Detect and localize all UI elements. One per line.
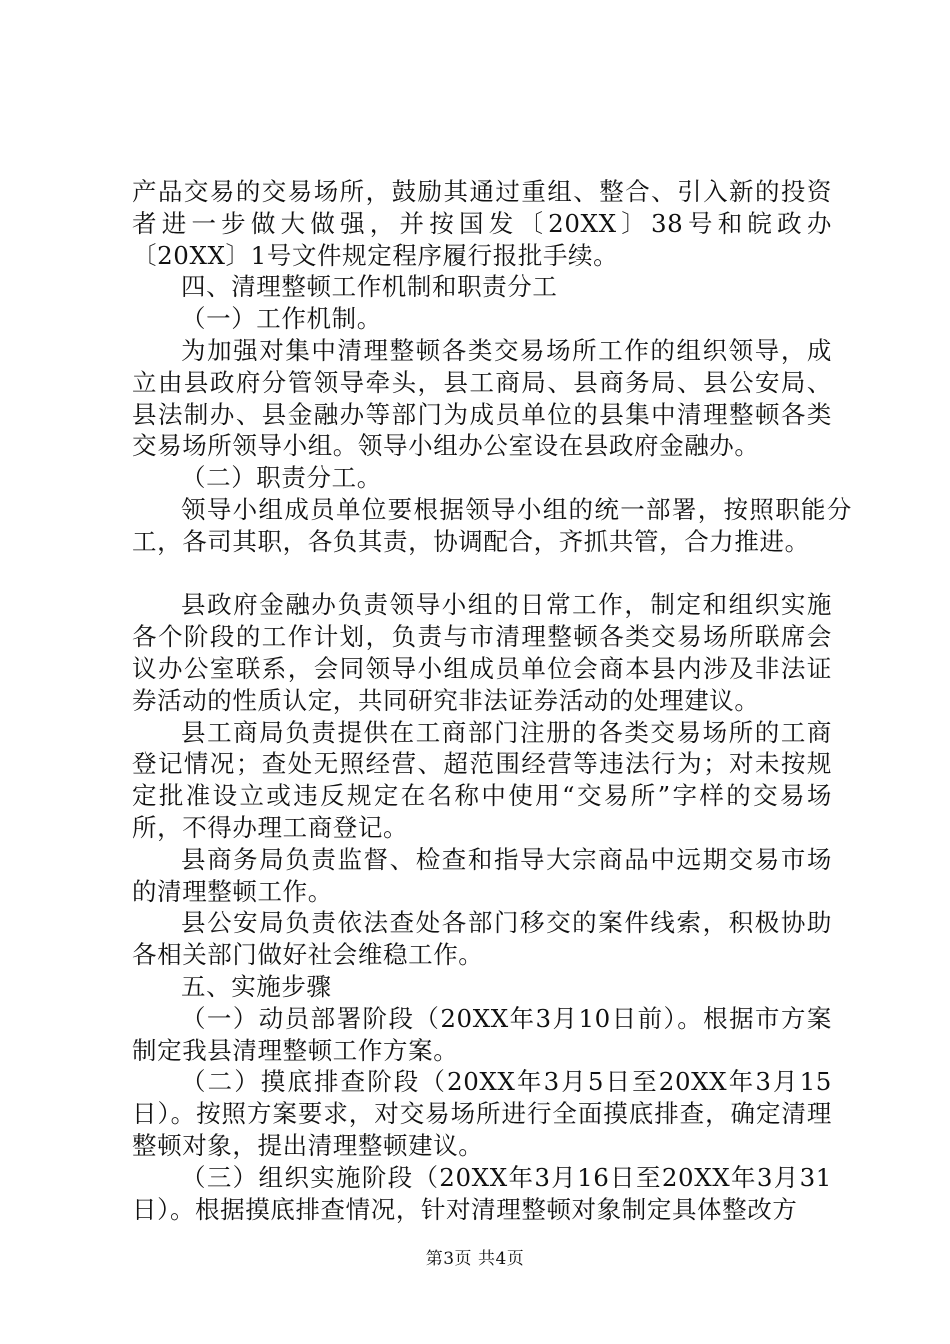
paragraph-step-three: （三）组织实施阶段（20XX年3月16日至20XX年3月31日）。根据摸底排查情况，针对清理整顿对象制定具体整改方 <box>132 1162 832 1224</box>
document-body <box>132 176 852 1225</box>
page-number-footer: 第3页 共4页 <box>425 1249 525 1269</box>
paragraph-public-security: 县公安局负责依法查处各部门移交的案件线索，积极协助各相关部门做好社会维稳工作。 <box>132 908 832 970</box>
paragraph-step-two: （二）摸底排查阶段（20XX年3月5日至20XX年3月15日）。按照方案要求，对交易场所进行全面摸底排查，确定清理整顿对象，提出清理整顿建议。 <box>132 1067 832 1160</box>
paragraph-continuation: 产品交易的交易场所，鼓励其通过重组、整合、引入新的投资者进一步做大做强，并按国发〔20XX〕38号和皖政办〔20XX〕1号文件规定程序履行报批手续。 <box>132 177 832 270</box>
section-heading-five: 五、实施步骤 <box>181 971 332 1001</box>
paragraph-commerce-bureau: 县商务局负责监督、检查和指导大宗商品中远期交易市场的清理整顿工作。 <box>132 844 832 906</box>
subsection-heading-mechanism: （一）工作机制。 <box>181 304 382 334</box>
paragraph-industry-commerce: 县工商局负责提供在工商部门注册的各类交易场所的工商登记情况；查处无照经营、超范围经营等违法行为；对未按规定批准设立或违反规定在名称中使用“交易所”字样的交易场所，不得办理工商登记。 <box>132 717 832 842</box>
subsection-heading-duties: （二）职责分工。 <box>181 463 382 493</box>
paragraph-finance-office: 县政府金融办负责领导小组的日常工作，制定和组织实施各个阶段的工作计划，负责与市清理整顿各类交易场所联席会议办公室联系，会同领导小组成员单位会商本县内涉及非法证券活动的性质认定，共同研究非法证券活动的处理建议。 <box>132 590 832 715</box>
section-heading-four: 四、清理整顿工作机制和职责分工 <box>181 272 558 302</box>
paragraph-step-one: （一）动员部署阶段（20XX年3月10日前）。根据市方案制定我县清理整顿工作方案。 <box>132 1003 832 1065</box>
paragraph-duties: 领导小组成员单位要根据领导小组的统一部署，按照职能分工，各司其职，各负其责，协调配合，齐抓共管，合力推进。 <box>132 494 852 556</box>
paragraph-mechanism: 为加强对集中清理整顿各类交易场所工作的组织领导，成立由县政府分管领导牵头，县工商局、县商务局、县公安局、县法制办、县金融办等部门为成员单位的县集中清理整顿各类交易场所领导小组。领导小组办公室设在县政府金融办。 <box>132 335 832 461</box>
